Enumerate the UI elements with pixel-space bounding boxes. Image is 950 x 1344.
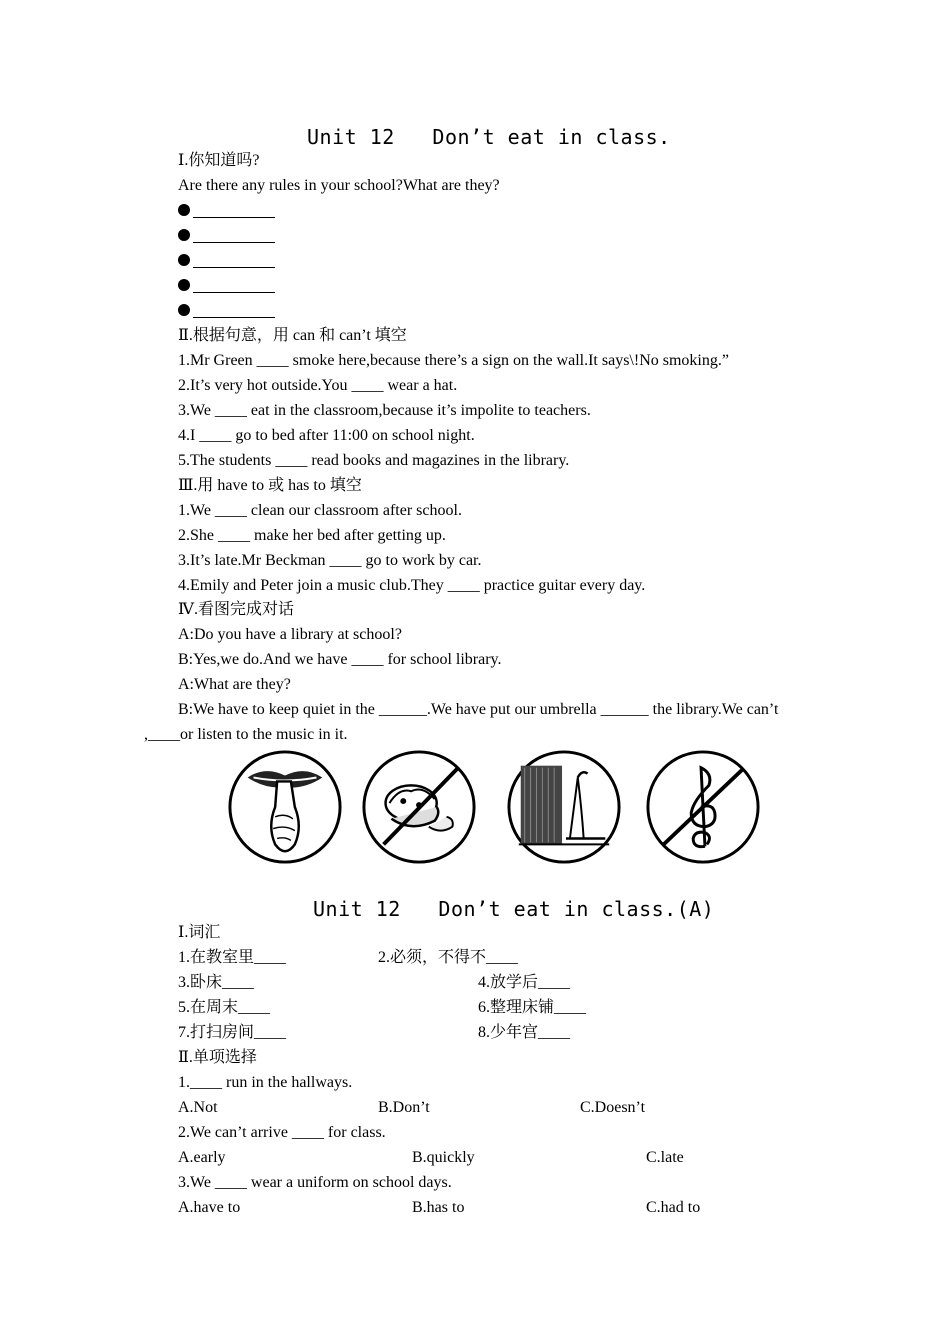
answer-blank[interactable] xyxy=(193,228,275,243)
vocab-item-7: 7.打扫房间____ xyxy=(178,1024,287,1041)
option-1a[interactable]: A.Not xyxy=(178,1099,218,1116)
choice-question-2: 2.We can’t arrive ____ for class. xyxy=(178,1124,386,1141)
option-3b[interactable]: B.has to xyxy=(412,1199,465,1216)
option-3a[interactable]: A.have to xyxy=(178,1199,241,1216)
option-1b[interactable]: B.Don’t xyxy=(378,1099,430,1116)
section-a-title: Unit 12 Don’t eat in class.(A) xyxy=(313,897,715,921)
part3-item-3: 3.It’s late.Mr Beckman ____ go to work by car. xyxy=(178,552,482,569)
bullet-icon xyxy=(178,304,190,316)
part3-heading: Ⅲ.用 have to 或 has to 填空 xyxy=(178,477,362,494)
part3-item-1: 1.We ____ clean our classroom after school. xyxy=(178,502,462,519)
vocab-item-2: 2.必须，不得不____ xyxy=(378,949,519,966)
bullet-icon xyxy=(178,204,190,216)
answer-blank[interactable] xyxy=(193,278,275,293)
answer-blank[interactable] xyxy=(193,253,275,268)
part2-item-1: 1.Mr Green ____ smoke here,because there’s a sign on the wall.It says\!No smoking.” xyxy=(178,352,729,369)
part2-item-4: 4.I ____ go to bed after 11:00 on school night. xyxy=(178,427,475,444)
vocab-item-1: 1.在教室里____ xyxy=(178,949,287,966)
dialog-line-3: A:What are they? xyxy=(178,676,291,693)
answer-bullet-5[interactable] xyxy=(178,301,275,321)
option-2b[interactable]: B.quickly xyxy=(412,1149,475,1166)
answer-bullet-4[interactable] xyxy=(178,276,275,296)
vocab-item-8: 8.少年宫____ xyxy=(478,1024,571,1041)
part2-item-5: 5.The students ____ read books and magazines in the library. xyxy=(178,452,570,469)
dialog-line-5: ,____or listen to the music in it. xyxy=(144,726,348,743)
dialog-line-1: A:Do you have a library at school? xyxy=(178,626,402,643)
option-1c[interactable]: C.Doesn’t xyxy=(580,1099,646,1116)
answer-bullet-2[interactable] xyxy=(178,226,275,246)
no-music-icon xyxy=(644,748,762,866)
vocab-item-6: 6.整理床铺____ xyxy=(478,999,587,1016)
option-2c[interactable]: C.late xyxy=(646,1149,684,1166)
lips-quiet-icon xyxy=(226,748,344,866)
part4-heading: Ⅳ.看图完成对话 xyxy=(178,601,294,618)
dialog-line-4: B:We have to keep quiet in the ______.We have put our umbrella ______ the library.We can’t xyxy=(178,701,779,718)
vocab-heading: Ⅰ.词汇 xyxy=(178,924,221,941)
answer-blank[interactable] xyxy=(193,203,275,218)
part3-item-2: 2.She ____ make her bed after getting up. xyxy=(178,527,446,544)
answer-bullet-1[interactable] xyxy=(178,201,275,221)
bullet-icon xyxy=(178,229,190,241)
part2-heading: Ⅱ.根据句意，用 can 和 can’t 填空 xyxy=(178,327,407,344)
answer-bullet-3[interactable] xyxy=(178,251,275,271)
dialog-line-2: B:Yes,we do.And we have ____ for school library. xyxy=(178,651,502,668)
bullet-icon xyxy=(178,279,190,291)
vocab-item-3: 3.卧床____ xyxy=(178,974,255,991)
vocab-item-5: 5.在周末____ xyxy=(178,999,271,1016)
option-3c[interactable]: C.had to xyxy=(646,1199,701,1216)
part2-item-2: 2.It’s very hot outside.You ____ wear a hat. xyxy=(178,377,458,394)
option-2a[interactable]: A.early xyxy=(178,1149,226,1166)
part3-item-4: 4.Emily and Peter join a music club.They ____ practice guitar every day. xyxy=(178,577,646,594)
no-food-icon xyxy=(360,748,478,866)
choice-heading: Ⅱ.单项选择 xyxy=(178,1049,257,1066)
part1-question: Are there any rules in your school?What are they? xyxy=(178,177,500,194)
page-title: Unit 12 Don’t eat in class. xyxy=(307,125,671,149)
vocab-item-4: 4.放学后____ xyxy=(478,974,571,991)
choice-question-1: 1.____ run in the hallways. xyxy=(178,1074,353,1091)
part1-heading: Ⅰ.你知道吗? xyxy=(178,152,260,169)
answer-blank[interactable] xyxy=(193,303,275,318)
choice-question-3: 3.We ____ wear a uniform on school days. xyxy=(178,1174,452,1191)
bullet-icon xyxy=(178,254,190,266)
part2-item-3: 3.We ____ eat in the classroom,because it’s impolite to teachers. xyxy=(178,402,591,419)
umbrella-stand-icon xyxy=(505,748,623,866)
